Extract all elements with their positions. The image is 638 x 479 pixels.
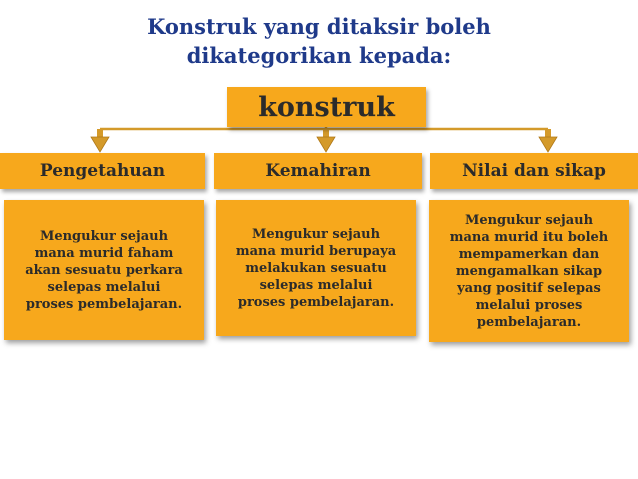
- category-pengetahuan: [0, 153, 205, 189]
- description-line: akan sesuatu perkara: [25, 262, 183, 278]
- description-line: mana murid faham: [34, 245, 174, 261]
- description-line: yang positif selepas: [457, 280, 601, 296]
- description-line: pembelajaran.: [476, 314, 582, 330]
- description-line: melalui proses: [475, 297, 583, 313]
- description-line: proses pembelajaran.: [25, 296, 183, 312]
- description-line: Mengukur sejauh: [39, 228, 169, 244]
- description-line: mempamerkan dan: [458, 246, 600, 262]
- description-line: mana murid berupaya: [235, 243, 397, 259]
- category-label: Pengetahuan: [39, 161, 166, 181]
- description-text: [25, 228, 183, 313]
- category-nilai-dan-sikap: [430, 153, 638, 189]
- title-line-2: dikategorikan kepada:: [186, 43, 452, 68]
- title-line-1: Konstruk yang ditaksir boleh: [147, 14, 491, 39]
- category-kemahiran: [214, 153, 422, 189]
- description-line: Mengukur sejauh: [464, 212, 594, 228]
- root-node-konstruk: [227, 87, 426, 127]
- arrow-middle: [317, 137, 335, 152]
- description-line: mana murid itu boleh: [449, 229, 609, 245]
- description-pengetahuan: [4, 200, 204, 340]
- category-label: Nilai dan sikap: [462, 161, 606, 181]
- root-node-label: konstruk: [258, 91, 395, 123]
- description-text: [450, 212, 609, 331]
- description-nilai-dan-sikap: [429, 200, 629, 342]
- category-label: Kemahiran: [265, 161, 371, 181]
- arrow-right: [539, 137, 557, 152]
- description-line: melakukan sesuatu: [245, 260, 387, 276]
- description-line: Mengukur sejauh: [251, 226, 381, 242]
- description-line: selepas melalui: [259, 277, 373, 293]
- arrow-left: [91, 137, 109, 152]
- description-line: proses pembelajaran.: [237, 294, 395, 310]
- description-line: mengamalkan sikap: [455, 263, 603, 279]
- description-kemahiran: [216, 200, 416, 336]
- description-text: [236, 226, 396, 311]
- description-line: selepas melalui: [47, 279, 161, 295]
